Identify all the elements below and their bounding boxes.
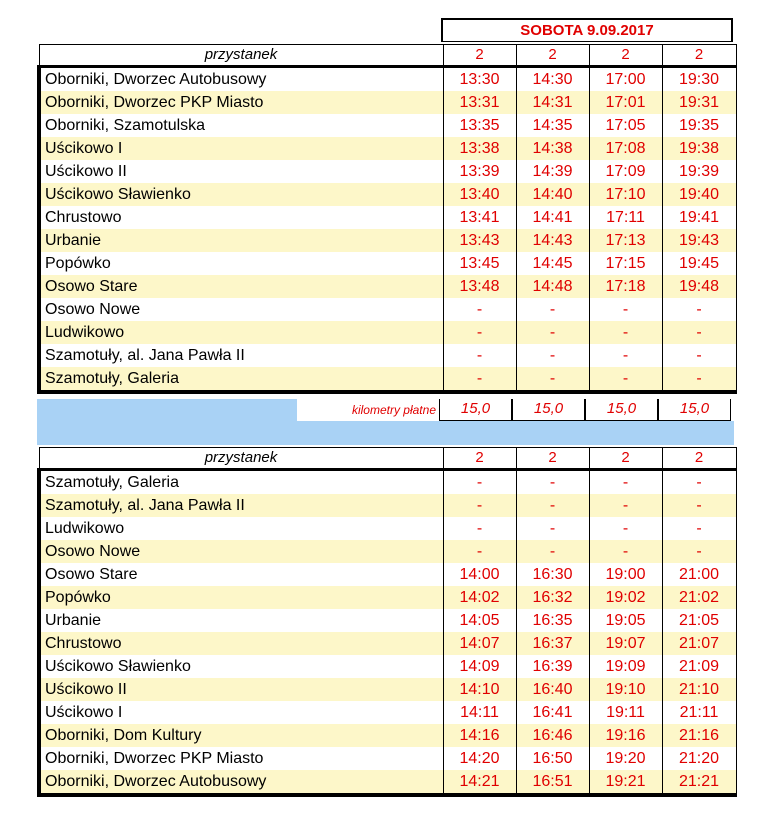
departure-time: 16:40 <box>516 678 589 701</box>
departure-time: - <box>516 298 589 321</box>
departure-time: 17:11 <box>589 206 662 229</box>
departure-time: - <box>443 540 516 563</box>
departure-time: 21:21 <box>662 770 736 795</box>
table-row <box>39 540 736 563</box>
stop-name: Ludwikowo <box>39 321 443 344</box>
stop-name: Uścikowo I <box>39 137 443 160</box>
stop-name: Urbanie <box>39 609 443 632</box>
departure-time: 17:05 <box>589 114 662 137</box>
departure-time: 17:18 <box>589 275 662 298</box>
departure-time: 19:21 <box>589 770 662 795</box>
run-number-header: 2 <box>443 45 516 67</box>
departure-time: 16:30 <box>516 563 589 586</box>
stop-name: Oborniki, Szamotulska <box>39 114 443 137</box>
departure-time: - <box>516 344 589 367</box>
departure-time: - <box>443 470 516 495</box>
departure-time: 16:35 <box>516 609 589 632</box>
table-row <box>39 747 736 770</box>
departure-time: 14:40 <box>516 183 589 206</box>
departure-time: 19:48 <box>662 275 736 298</box>
departure-time: - <box>443 298 516 321</box>
departure-time: 13:48 <box>443 275 516 298</box>
table-row <box>39 137 736 160</box>
stop-name: Szamotuły, al. Jana Pawła II <box>39 494 443 517</box>
departure-time: 13:45 <box>443 252 516 275</box>
departure-time: - <box>589 298 662 321</box>
departure-time: 14:39 <box>516 160 589 183</box>
departure-time: 19:05 <box>589 609 662 632</box>
run-number-header: 2 <box>443 448 516 470</box>
stop-name: Uścikowo II <box>39 678 443 701</box>
departure-time: 21:11 <box>662 701 736 724</box>
departure-time: 19:10 <box>589 678 662 701</box>
stop-name: Uścikowo I <box>39 701 443 724</box>
departure-time: 17:08 <box>589 137 662 160</box>
departure-time: 21:00 <box>662 563 736 586</box>
departure-time: - <box>516 321 589 344</box>
departure-time: 19:39 <box>662 160 736 183</box>
paid-kilometers-value: 15,0 <box>658 399 731 421</box>
table-row <box>39 586 736 609</box>
departure-time: - <box>589 540 662 563</box>
departure-time: - <box>516 494 589 517</box>
departure-time: 17:15 <box>589 252 662 275</box>
departure-time: 14:09 <box>443 655 516 678</box>
departure-time: - <box>662 470 736 495</box>
departure-time: 14:41 <box>516 206 589 229</box>
departure-time: 16:39 <box>516 655 589 678</box>
departure-time: 13:38 <box>443 137 516 160</box>
table-row <box>39 609 736 632</box>
stop-name: Uścikowo II <box>39 160 443 183</box>
stop-name: Szamotuły, Galeria <box>39 367 443 392</box>
departure-time: - <box>443 321 516 344</box>
run-number-header: 2 <box>516 45 589 67</box>
table-row <box>39 494 736 517</box>
departure-time: 14:10 <box>443 678 516 701</box>
departure-time: - <box>662 540 736 563</box>
departure-time: 19:16 <box>589 724 662 747</box>
departure-time: 13:40 <box>443 183 516 206</box>
run-number-header: 2 <box>589 448 662 470</box>
stop-name: Osowo Nowe <box>39 298 443 321</box>
departure-time: - <box>589 470 662 495</box>
table-row <box>39 770 736 795</box>
departure-time: 19:09 <box>589 655 662 678</box>
paid-kilometers-value: 15,0 <box>512 399 585 421</box>
departure-time: 19:41 <box>662 206 736 229</box>
departure-time: - <box>589 321 662 344</box>
departure-time: 14:48 <box>516 275 589 298</box>
departure-time: 17:09 <box>589 160 662 183</box>
departure-time: 21:10 <box>662 678 736 701</box>
run-number-header: 2 <box>662 45 736 67</box>
departure-time: - <box>443 517 516 540</box>
departure-time: 14:43 <box>516 229 589 252</box>
timetable-outbound <box>37 44 737 394</box>
departure-time: 16:50 <box>516 747 589 770</box>
section-separator <box>37 421 734 445</box>
departure-time: - <box>516 540 589 563</box>
departure-time: 19:02 <box>589 586 662 609</box>
departure-time: 16:51 <box>516 770 589 795</box>
departure-time: 13:39 <box>443 160 516 183</box>
departure-time: - <box>662 321 736 344</box>
departure-time: 14:11 <box>443 701 516 724</box>
stop-column-header: przystanek <box>39 448 443 470</box>
table-row <box>39 470 736 495</box>
table-header-row <box>39 45 736 67</box>
departure-time: 13:35 <box>443 114 516 137</box>
departure-time: 16:37 <box>516 632 589 655</box>
stop-column-header: przystanek <box>39 45 443 67</box>
table-row <box>39 183 736 206</box>
departure-time: - <box>443 494 516 517</box>
stop-name: Oborniki, Dworzec PKP Miasto <box>39 91 443 114</box>
departure-time: 17:10 <box>589 183 662 206</box>
stop-name: Chrustowo <box>39 632 443 655</box>
departure-time: - <box>589 344 662 367</box>
departure-time: - <box>662 344 736 367</box>
departure-time: 14:21 <box>443 770 516 795</box>
paid-kilometers-label: kilometry płatne <box>297 399 439 421</box>
table-row <box>39 724 736 747</box>
departure-time: 14:31 <box>516 91 589 114</box>
departure-time: 21:16 <box>662 724 736 747</box>
departure-time: 16:41 <box>516 701 589 724</box>
departure-time: 19:43 <box>662 229 736 252</box>
stop-name: Popówko <box>39 252 443 275</box>
departure-time: 14:07 <box>443 632 516 655</box>
departure-time: 21:05 <box>662 609 736 632</box>
stop-name: Oborniki, Dworzec Autobusowy <box>39 67 443 92</box>
table-row <box>39 206 736 229</box>
table-row <box>39 67 736 92</box>
departure-time: 14:30 <box>516 67 589 92</box>
departure-time: 14:05 <box>443 609 516 632</box>
table-row <box>39 91 736 114</box>
table-row <box>39 701 736 724</box>
paid-kilometers-value: 15,0 <box>439 399 512 421</box>
departure-time: - <box>662 517 736 540</box>
departure-time: - <box>662 494 736 517</box>
departure-time: 14:20 <box>443 747 516 770</box>
departure-time: - <box>589 517 662 540</box>
departure-time: 21:07 <box>662 632 736 655</box>
departure-time: 21:09 <box>662 655 736 678</box>
run-number-header: 2 <box>516 448 589 470</box>
departure-time: 14:35 <box>516 114 589 137</box>
departure-time: - <box>516 470 589 495</box>
table-row <box>39 229 736 252</box>
departure-time: - <box>443 344 516 367</box>
stop-name: Ludwikowo <box>39 517 443 540</box>
departure-time: 17:00 <box>589 67 662 92</box>
table-row <box>39 632 736 655</box>
table-row <box>39 367 736 392</box>
table-row <box>39 298 736 321</box>
table-header-row <box>39 448 736 470</box>
departure-time: - <box>516 367 589 392</box>
run-number-header: 2 <box>589 45 662 67</box>
stop-name: Urbanie <box>39 229 443 252</box>
table-row <box>39 114 736 137</box>
departure-time: 21:20 <box>662 747 736 770</box>
departure-time: - <box>516 517 589 540</box>
run-number-header: 2 <box>662 448 736 470</box>
stop-name: Chrustowo <box>39 206 443 229</box>
departure-time: 21:02 <box>662 586 736 609</box>
stop-name: Popówko <box>39 586 443 609</box>
table-row <box>39 517 736 540</box>
stop-name: Szamotuły, al. Jana Pawła II <box>39 344 443 367</box>
stop-name: Oborniki, Dworzec PKP Miasto <box>39 747 443 770</box>
departure-time: 16:32 <box>516 586 589 609</box>
table-row <box>39 563 736 586</box>
departure-time: 16:46 <box>516 724 589 747</box>
stop-name: Uścikowo Sławienko <box>39 183 443 206</box>
departure-time: 19:07 <box>589 632 662 655</box>
stop-name: Osowo Stare <box>39 563 443 586</box>
departure-time: 19:40 <box>662 183 736 206</box>
departure-time: 19:11 <box>589 701 662 724</box>
departure-time: 14:00 <box>443 563 516 586</box>
stop-name: Oborniki, Dworzec Autobusowy <box>39 770 443 795</box>
departure-time: 14:16 <box>443 724 516 747</box>
departure-time: 13:30 <box>443 67 516 92</box>
departure-time: 19:30 <box>662 67 736 92</box>
departure-time: - <box>589 494 662 517</box>
stop-name: Osowo Nowe <box>39 540 443 563</box>
departure-time: 14:38 <box>516 137 589 160</box>
table-row <box>39 655 736 678</box>
departure-time: 14:45 <box>516 252 589 275</box>
departure-time: 19:45 <box>662 252 736 275</box>
departure-time: 17:01 <box>589 91 662 114</box>
table-row <box>39 160 736 183</box>
departure-time: - <box>443 367 516 392</box>
paid-kilometers-row <box>37 399 734 421</box>
departure-time: - <box>662 367 736 392</box>
table-row <box>39 344 736 367</box>
schedule-day-title: SOBOTA 9.09.2017 <box>441 18 733 42</box>
departure-time: - <box>662 298 736 321</box>
departure-time: 17:13 <box>589 229 662 252</box>
table-row <box>39 275 736 298</box>
departure-time: 13:31 <box>443 91 516 114</box>
departure-time: 13:43 <box>443 229 516 252</box>
departure-time: 14:02 <box>443 586 516 609</box>
departure-time: 19:00 <box>589 563 662 586</box>
stop-name: Osowo Stare <box>39 275 443 298</box>
departure-time: 13:41 <box>443 206 516 229</box>
paid-kilometers-value: 15,0 <box>585 399 658 421</box>
departure-time: - <box>589 367 662 392</box>
stop-name: Uścikowo Sławienko <box>39 655 443 678</box>
table-row <box>39 321 736 344</box>
departure-time: 19:31 <box>662 91 736 114</box>
stop-name: Szamotuły, Galeria <box>39 470 443 495</box>
departure-time: 19:35 <box>662 114 736 137</box>
stop-name: Oborniki, Dom Kultury <box>39 724 443 747</box>
departure-time: 19:38 <box>662 137 736 160</box>
table-row <box>39 252 736 275</box>
timetable-return <box>37 447 737 797</box>
table-row <box>39 678 736 701</box>
departure-time: 19:20 <box>589 747 662 770</box>
